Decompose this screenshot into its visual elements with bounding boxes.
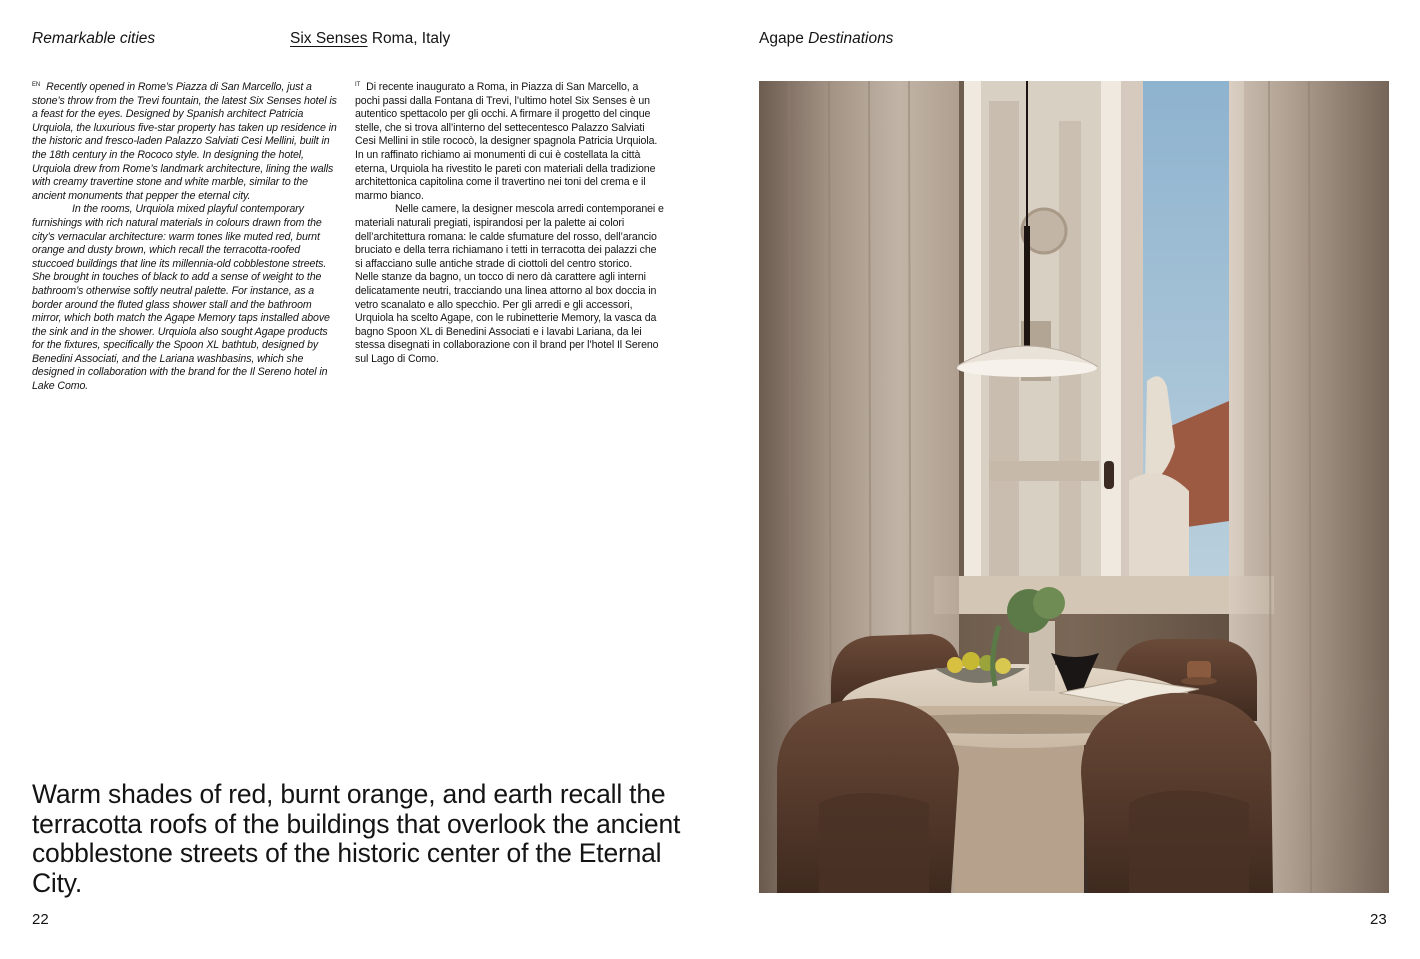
- page-number-left: 22: [32, 911, 49, 928]
- six-senses-link[interactable]: Six Senses: [290, 30, 368, 47]
- magazine-brand: Agape: [759, 30, 804, 47]
- magazine-header: [759, 29, 893, 49]
- italian-paragraph-2: Nelle camere, la designer mescola arredi contemporanei e materiali naturali pregiati, ispirandosi per la palette ai colori dell’architettura romana: le calde sfumature del rosso, dell’arancio bruciato e della terra richiamano i tetti in terracotta dei palazzi che si affacciano sulle antiche strade di ciottoli del centro storico.: [355, 203, 664, 270]
- page-number-right: 23: [1370, 911, 1387, 928]
- section-title: Remarkable cities: [32, 30, 156, 47]
- article-title: [290, 29, 450, 49]
- article-location: Roma, Italy: [367, 30, 451, 47]
- english-text-column: [32, 79, 342, 394]
- italian-text-column: [355, 79, 665, 366]
- en-language-label: EN: [32, 82, 41, 88]
- english-paragraph-1: $^{EN}$ Recently opened in Rome’s Piazza di San Marcello, just a stone’s throw from the Trevi fountain, the latest Six Senses hotel is a feast for the eyes. Designed by Spanish architect Patricia Urquiola, the luxurious five-star property has taken up residence in the historic and fresco-laden Palazzo Salviati Cesi Mellini, built in the 18th century in the Rococo style. In designing the hotel, Urquiola drew from Rome’s landmark architecture, lining the walls with creamy travertine stone and white marble, similar to the ancient monuments that pepper the eternal city.: [32, 81, 337, 202]
- pull-quote: Warm shades of red, burnt orange, and earth recall the terracotta roofs of the buildings that overlook the ancient cobblestone streets of the historic center of the Eternal City.: [32, 779, 681, 899]
- italian-paragraph-1: $^{IT}$ Di recente inaugurato a Roma, in Piazza di San Marcello, a pochi passi dalla Fontana di Trevi, l’ultimo hotel Six Senses è un autentico spettacolo per gli occhi. A firmare il progetto del cinque stelle, che si trova all’interno del settecentesco Palazzo Salviati Cesi Mellini in stile rococò, la designer spagnola Patricia Urquiola. In un raffinato richiamo ai monumenti di cui è costellata la città eterna, Urquiola ha rivestito le pareti con materiali della tradizione architettonica capitolina come il travertino nei toni del crema e il marmo bianco.: [355, 81, 658, 202]
- english-paragraph-2: In the rooms, Urquiola mixed playful contemporary furnishings with rich natural materials in colours drawn from the city’s vernacular architecture: warm tones like muted red, burnt orange and dusty brown, which recall the terracotta-roofed stuccoed buildings that line its millennia-old cobblestone streets. She brought in touches of black to add a sense of weight to the bathroom’s otherwise softly neutral palette. For instance, as a border around the fluted glass shower stall and the bathroom mirror, which both match the Agape Memory taps installed above the sink and in the shower. Urquiola also sought Agape products for the fixtures, specifically the Spoon XL bathtub, designed by Benedini Associati, and the Lariana washbasins, which she designed in collaboration with the brand for the Il Sereno hotel in Lake Como.: [32, 203, 330, 393]
- it-language-label: IT: [355, 82, 361, 88]
- hotel-room-photo: [759, 81, 1389, 893]
- magazine-series: Destinations: [808, 30, 894, 47]
- italian-paragraph-3: Nelle stanze da bagno, un tocco di nero dà carattere agli interni delicatamente neutri, tracciando una linea attorno al box doccia in vetro scanalato e allo specchio. Per gli arredi e gli accessori, Urquiola ha scelto Agape, con le rubinetterie Memory, la vasca da bagno Spoon XL di Benedini Associati e i lavabi Lariana, da lei stessa disegnati in collaborazione con il brand per l’hotel Il Sereno sul Lago di Como.: [355, 271, 659, 365]
